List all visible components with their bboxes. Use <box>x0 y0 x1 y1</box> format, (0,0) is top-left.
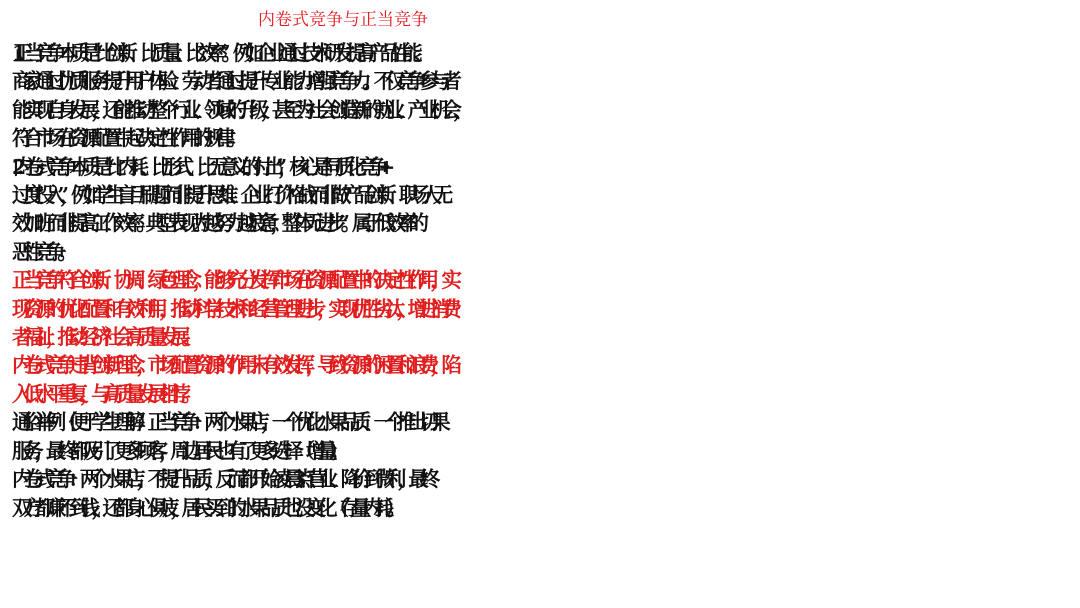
text-line: 正当竞争符合创新、协调、绿色理念，能够充分发挥市场在资源配置中的决定性作用，实 <box>12 268 453 293</box>
text-line: 现资源的优化配置和有效利用，推动科学技术和经营管理进步，实现优胜劣汰，增进消费 <box>12 296 453 321</box>
point-2-paragraph <box>12 153 1072 267</box>
text-line: 内卷式竞争：两个水果店，不提升品质，反而都开始凌晨 3 点营业、降价到微利，最终 <box>12 467 432 492</box>
text-line: 恶性竞争。 <box>12 239 69 264</box>
text-line: 服务，最终都吸引了更多顾客，周边居民也有了更多选择（增量）。 <box>12 438 341 463</box>
text-line: 效加班而非提高工作效率。 典型表现为 “越努力越疲惫，整体无进步”。属于低效率的 <box>12 211 420 236</box>
text-line: 商家通过优质服务提升用户体验、劳动者通过提升专业能力增强竞争力。不仅竞争参与者 <box>12 69 453 94</box>
text-line: 者福祉，推动经济社会高质量发展。 <box>12 325 193 350</box>
example-fair-paragraph <box>12 408 1072 465</box>
slide-body <box>12 39 1072 522</box>
text-line: 双方都赚不到钱，还都身心俱疲，居民买到的水果品质也没变化（存量内耗）。 <box>12 495 398 520</box>
text-line: 符合市场在资源配置中起决定性作用的规律。 <box>12 126 238 151</box>
text-line: 2. 内卷式竞争本质是“比内耗、比形式、比无意义的付出”，核心是 “同质化竞争 + <box>12 154 387 179</box>
text-line: 能实现自身发展，还能推动整个行业、领域的升级，甚至为社会创造新的就业、产业机会， <box>12 97 464 122</box>
page-title: 内卷式竞争与正当竞争 <box>258 10 428 30</box>
involution-summary <box>12 351 1072 408</box>
text-line: 入低水平重复，与高质量发展相悖。 <box>12 381 193 406</box>
text-line: 内卷式竞争违背创新理念，市场配置资源的作用未有效发挥，导致资源的闲置和浪费，陷 <box>12 353 453 378</box>
text-line: 过度投入”，例如学生盲目刷题而非提升思维、企业打价格战而非做产品创新、职场人无 <box>12 183 444 208</box>
text-line: 通俗举例（便于学生理解）正当竞争：两个水果店，一个优化水果品质、一个推出切果 <box>12 410 442 435</box>
text-line: 1. 正当竞争本质是“比创新、比质量、比效率”。例如企业通过技术研发提高产品性能、 <box>12 41 425 65</box>
fair-competition-summary <box>12 266 1072 351</box>
point-1-paragraph <box>12 39 1072 153</box>
example-involution-paragraph <box>12 465 1072 522</box>
